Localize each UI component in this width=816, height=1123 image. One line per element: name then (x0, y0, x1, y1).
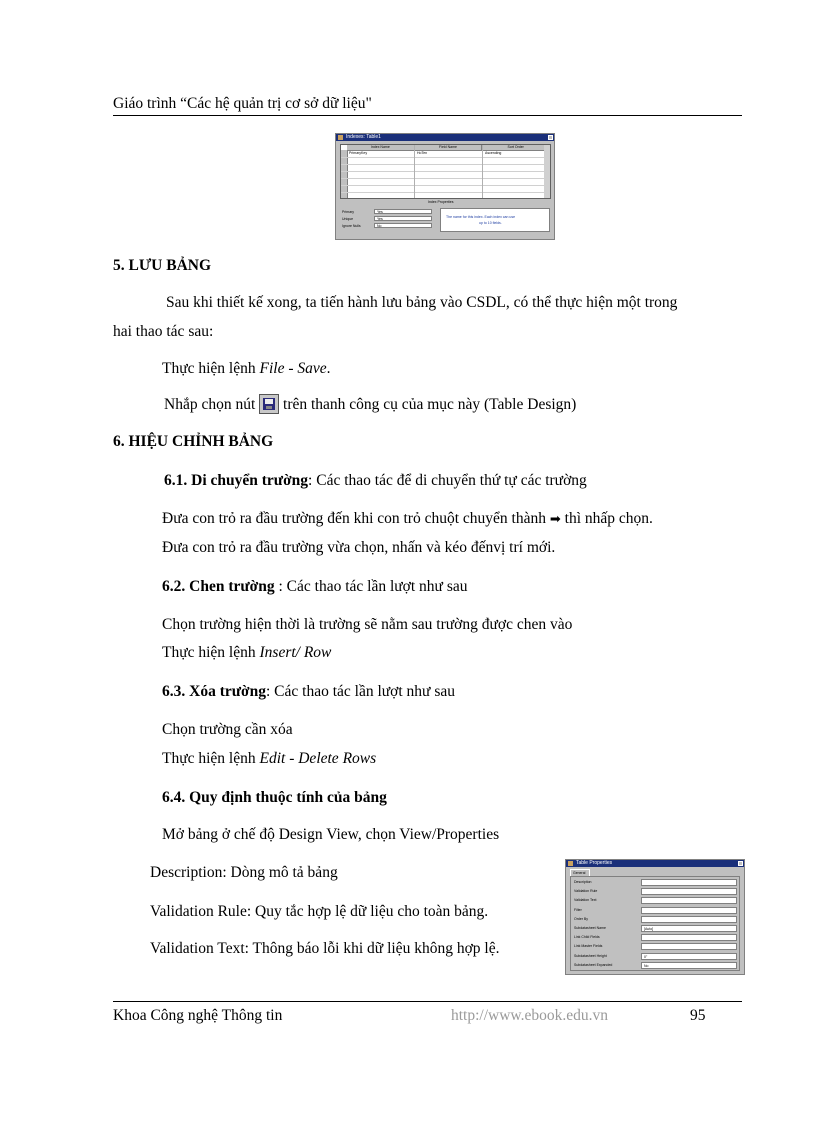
indexes-window-image (335, 133, 555, 240)
table-prop-value-box (641, 897, 737, 904)
header-title: Giáo trình “Các hệ quản trị cơ sở dữ liệu" (113, 95, 372, 112)
subsection-6-4-title: 6.4. Quy định thuộc tính của bảng (162, 789, 387, 806)
step1-prefix: Thực hiện lệnh (162, 360, 260, 377)
table-prop-value-box (641, 907, 737, 914)
subsection-6-2-desc: : Các thao tác lần lượt như sau (274, 578, 468, 595)
properties-list (570, 876, 740, 971)
indexes-window-titlebar (336, 134, 554, 141)
table-prop-label: Subdatasheet Name (574, 926, 606, 930)
step1-command: File - Save (259, 360, 327, 377)
table-prop-label: Filter (574, 907, 582, 912)
indexes-grid-header (347, 145, 550, 151)
general-tab-label: General (573, 871, 586, 875)
table-prop-value-box (641, 962, 737, 969)
save-icon (259, 394, 279, 414)
table-prop-label: Description (574, 880, 592, 884)
step2-suffix: trên thanh công cụ của mục này (Table Design) (279, 396, 577, 413)
table-prop-value-box (641, 934, 737, 941)
subsection-6-2-title: 6.2. Chen trường (162, 578, 275, 595)
index-help-note (440, 208, 550, 232)
table-icon (568, 861, 573, 866)
step1-suffix: . (326, 360, 331, 377)
grid-cell-sort-order: Ascending (485, 151, 502, 155)
subsection-6-2 (162, 578, 468, 596)
table-properties-titlebar (566, 860, 744, 867)
prop-value-primary: Yes (377, 210, 383, 214)
table-prop-label: Subdatasheet Height (574, 953, 607, 958)
table-icon (338, 135, 343, 140)
section-5-para-line1: Sau khi thiết kế xong, ta tiến hành lưu bảng vào CSDL, có thể thực hiện một trong (166, 294, 678, 311)
table-prop-value-box (641, 879, 737, 886)
table-prop-value-box (641, 916, 737, 923)
grid-col-line (414, 145, 415, 198)
table-prop-label: Validation Text (574, 898, 597, 903)
section-5-para-line2: hai thao tác sau: (113, 323, 214, 340)
footer-url[interactable]: http://www.ebook.edu.vn (451, 1007, 608, 1024)
s63-line1: Chọn trường cần xóa (162, 721, 293, 738)
column-header-index-name: Index Name (347, 145, 415, 150)
s62-line1: Chọn trường hiện thời là trường sẽ nằm sau trường được chen vào (162, 616, 573, 633)
table-prop-label: Validation Rule (574, 889, 598, 894)
table-properties-window-image (565, 859, 745, 975)
s62-line2-prefix: Thực hiện lệnh (162, 644, 260, 661)
s62-line2 (162, 644, 331, 662)
grid-row-line (341, 157, 550, 158)
step2-prefix: Nhắp chọn nút (164, 396, 260, 413)
s63-line2 (162, 750, 376, 768)
prop-box-ignore-nulls (374, 223, 432, 228)
grid-cell-index-name: PrimaryKey (349, 151, 368, 155)
description-line: Description: Dòng mô tả bảng (150, 864, 338, 881)
s63-line2-command: Edit - Delete Rows (259, 750, 377, 767)
subsection-6-3 (162, 683, 455, 701)
table-prop-label: Link Master Fields (574, 944, 603, 949)
table-prop-value-box (641, 888, 737, 895)
table-prop-value: 0" (644, 954, 648, 959)
s61-line1 (162, 510, 653, 528)
subsection-6-3-title: 6.3. Xóa trường (162, 683, 266, 700)
section-5-heading: 5. LƯU BẢNG (113, 257, 212, 274)
table-prop-label: Link Child Fields (574, 935, 600, 940)
index-properties-label: Index Properties (428, 200, 454, 204)
prop-value-ignore-nulls: No (377, 224, 382, 228)
footer-rule (113, 1001, 742, 1002)
table-prop-value: No (644, 963, 649, 968)
prop-label-ignore-nulls: Ignore Nulls (342, 224, 361, 228)
grid-row-line (341, 185, 550, 186)
general-tab (570, 869, 590, 876)
grid-row-line (341, 164, 550, 165)
subsection-6-1-title: 6.1. Di chuyển trường (164, 472, 309, 489)
table-prop-label: Subdatasheet Expanded (574, 962, 613, 967)
table-prop-value-box (641, 943, 737, 950)
validation-rule-line: Validation Rule: Quy tắc hợp lệ dữ liệu cho toàn bảng. (150, 903, 489, 920)
table-properties-title: Table Properties (576, 860, 613, 866)
subsection-6-1 (164, 472, 587, 490)
footer-department: Khoa Công nghệ Thông tin (113, 1007, 283, 1024)
table-prop-value-box (641, 925, 737, 932)
s61-line2: Đưa con trỏ ra đầu trường vừa chọn, nhấn và kéo đếnvị trí mới. (162, 539, 556, 556)
prop-value-unique: Yes (377, 217, 383, 221)
prop-box-primary (374, 209, 432, 214)
page-number: 95 (690, 1007, 706, 1024)
table-prop-value-box (641, 953, 737, 960)
indexes-window-title: Indexes: Table1 (346, 134, 381, 140)
prop-label-unique: Unique (342, 217, 354, 221)
subsection-6-1-desc: : Các thao tác để di chuyển thứ tự các trường (308, 472, 587, 489)
close-icon (738, 861, 743, 866)
table-prop-value: [Auto] (644, 927, 654, 931)
section-5-step2 (164, 394, 576, 414)
grid-scrollbar (544, 145, 550, 198)
s63-line2-prefix: Thực hiện lệnh (162, 750, 260, 767)
grid-row-line (341, 171, 550, 172)
s61-line1-a: Đưa con trỏ ra đầu trường đến khi con trỏ chuột chuyển thành (162, 510, 550, 527)
index-help-line1: The name for this index. Each index can use (446, 215, 516, 219)
s62-line2-command: Insert/ Row (259, 644, 332, 661)
table-prop-label: Order By (574, 916, 589, 921)
grid-cell-field-name: HoTen (417, 151, 428, 155)
index-help-line2: up to 10 fields. (479, 221, 502, 225)
column-header-sort-order: Sort Order (482, 145, 550, 150)
s61-line1-b: thì nhấp chọn. (560, 510, 653, 527)
validation-text-line: Validation Text: Thông báo lỗi khi dữ liệu không hợp lệ. (150, 940, 500, 957)
header-rule (113, 115, 742, 116)
indexes-grid (340, 144, 551, 199)
close-icon (548, 135, 553, 140)
column-header-field-name: Field Name (415, 145, 483, 150)
subsection-6-3-desc: : Các thao tác lần lượt như sau (266, 683, 455, 700)
prop-box-unique (374, 216, 432, 221)
section-5-step1 (162, 360, 331, 378)
prop-label-primary: Primary (342, 210, 355, 214)
grid-row-line (341, 178, 550, 179)
section-6-heading: 6. HIỆU CHỈNH BẢNG (113, 433, 274, 450)
arrow-right-icon: ➡ (549, 512, 561, 527)
s64-line1: Mở bảng ở chế độ Design View, chọn View/Properties (162, 826, 500, 843)
grid-col-line (482, 145, 483, 198)
grid-row-line (341, 192, 550, 193)
